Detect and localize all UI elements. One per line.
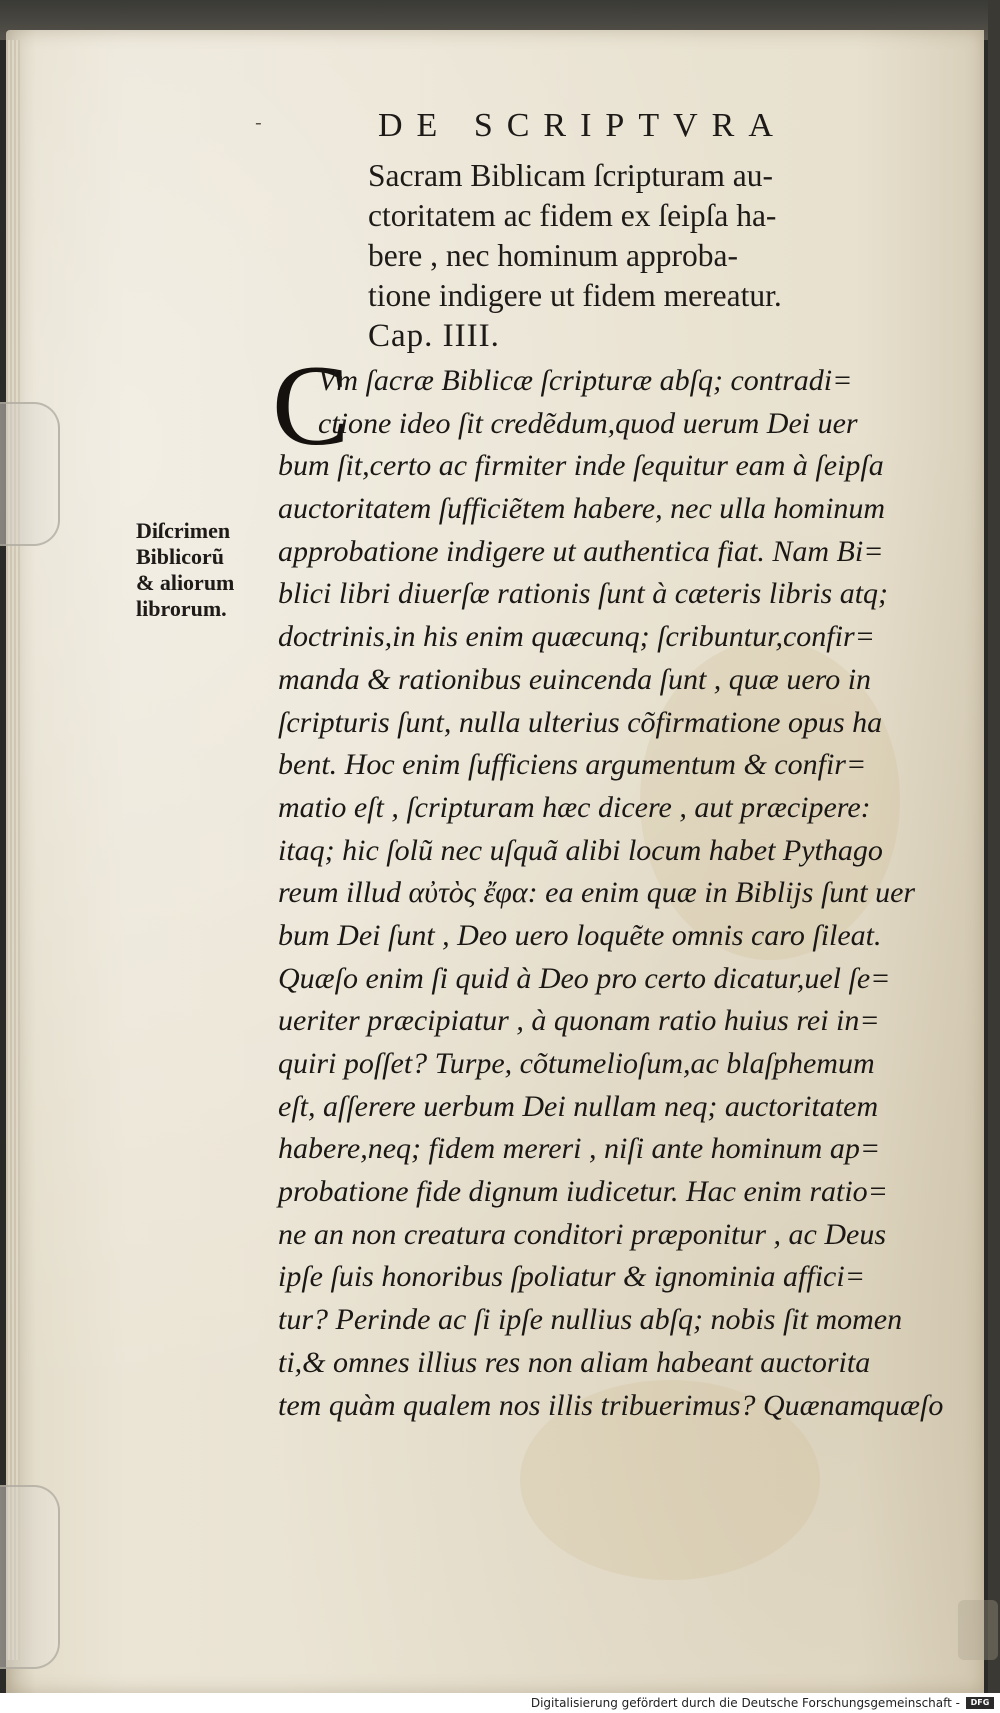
text-line: approbatione indigere ut authentica fiat. Nam Bi= <box>278 534 884 568</box>
body-text <box>278 360 948 1427</box>
text-line: quiri poſſet? Turpe, cõtumelioſum,ac blaſphemum <box>278 1047 875 1080</box>
running-head: DE SCRIPTVRA <box>378 107 787 144</box>
text-line: reum illud αὐτὸς ἔφα: ea enim quæ in Biblijs ſunt uer <box>278 876 916 910</box>
book-clamp-top <box>0 402 60 546</box>
text-line: probatione fide dignum iudicetur. Hac enim ratio= <box>278 1175 888 1209</box>
book-clamp-bottom <box>0 1485 60 1669</box>
chapter-title-line: Sacram Biblicam ſcripturam au- <box>368 158 773 193</box>
text-line: doctrinis,in his enim quæcunq; ſcribuntur,confir= <box>278 620 875 654</box>
page-corner-shadow <box>958 1600 998 1660</box>
chapter-title-line: ctoritatem ac fidem ex ſeipſa ha- <box>368 198 777 233</box>
margin-note-line: & aliorum <box>136 570 235 595</box>
text-line: tem quàm qualem nos illis tribuerimus? Quænam <box>278 1388 872 1422</box>
text-line: ſcripturis ſunt, nulla ulterius cõfirmatione opus ha <box>278 705 883 739</box>
text-line: ti,& omnes illius res non aliam habeant auctorita <box>278 1345 871 1379</box>
page-gutter-edge <box>6 40 20 1660</box>
text-line: auctoritatem ſufficiẽtem habere, nec ulla hominum <box>278 492 886 526</box>
scanner-backdrop-right <box>988 0 1000 1713</box>
margin-note-line: Diſcrimen <box>136 518 231 543</box>
margin-note-line: librorum. <box>136 596 227 621</box>
text-line: Quæſo enim ſi quid à Deo pro certo dicatur,uel ſe= <box>278 961 891 995</box>
digitization-credit: Digitalisierung gefördert durch die Deutsche Forschungsgemeinschaft - <box>530 1696 960 1710</box>
text-line: bent. Hoc enim ſufficiens argumentum & confir= <box>278 748 867 782</box>
text-line: manda & rationibus euincenda ſunt , quæ uero in <box>278 662 872 696</box>
text-line: bum ſit,certo ac firmiter inde ſequitur eam à ſeipſa <box>278 449 884 483</box>
text-line: itaq; hic ſolũ nec uſquã alibi locum habet Pythago <box>278 833 883 867</box>
drop-initial: C <box>272 342 350 470</box>
heading-mark: - <box>255 110 262 134</box>
text-line: Vm ſacræ Biblicæ ſcripturæ abſq; contradi= <box>318 364 853 397</box>
chapter-number: Cap. IIII. <box>368 318 500 354</box>
chapter-title <box>368 156 868 356</box>
chapter-title-line: tione indigere ut fidem mereatur. <box>368 278 782 313</box>
text-line: bum Dei ſunt , Deo uero loquẽte omnis caro ſileat. <box>278 918 882 952</box>
margin-note-line: Biblicorũ <box>136 544 225 569</box>
text-line: blici libri diuerſæ rationis ſunt à cæteris libris atq; <box>278 577 889 611</box>
text-line: ne an non creatura conditori præponitur , ac Deus <box>278 1217 887 1251</box>
text-line: eſt, aſſerere uerbum Dei nullam neq; auctoritatem <box>278 1089 879 1123</box>
text-line: ipſe ſuis honoribus ſpoliatur & ignominia affici= <box>278 1260 865 1294</box>
catch-word: quæſo <box>870 1389 944 1422</box>
dfg-logo-icon[interactable]: DFG <box>966 1697 994 1709</box>
text-line: ueriter præcipiatur , à quonam ratio huius rei in= <box>278 1004 880 1038</box>
text-line: tur? Perinde ac ſi ipſe nullius abſq; nobis ſit momen <box>278 1303 903 1337</box>
margin-note <box>136 518 234 622</box>
text-line: ctione ideo ſit credẽdum,quod uerum Dei uer <box>318 406 858 440</box>
chapter-title-line: bere , nec hominum approba- <box>368 238 738 273</box>
text-line: matio eſt , ſcripturam hæc dicere , aut præcipere: <box>278 790 871 824</box>
text-line: habere,neq; fidem mereri , niſi ante hominum ap= <box>278 1132 881 1166</box>
